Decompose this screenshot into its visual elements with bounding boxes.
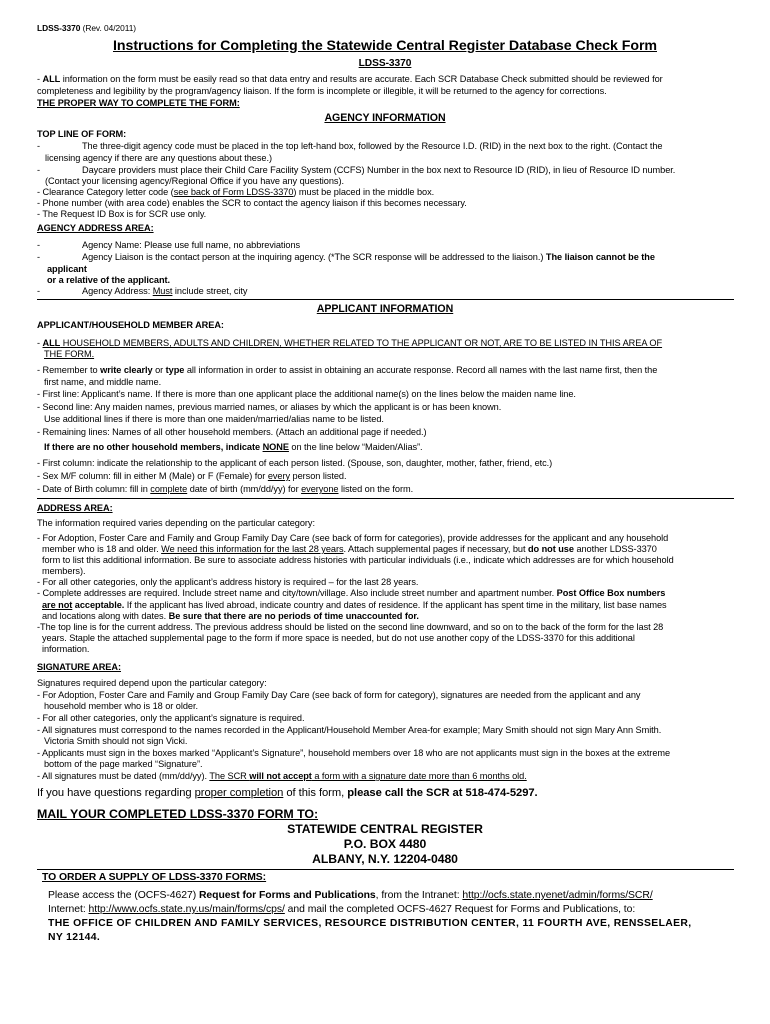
top-line-item-2-cont: (Contact your licensing agency/Regional Office if you have any questions). bbox=[45, 176, 344, 186]
liaison-warning: The liaison cannot be the bbox=[545, 252, 655, 262]
intro-line-2: completeness and legibility by the program/agency liaison. If the form is incomplete or illegible, it will be returned to the agency for corrections. bbox=[37, 86, 607, 96]
signature-item-4: - Applicants must sign in the boxes marked “Applicant’s Signature”, household members over 18 who are not applicants must sign in the boxes at the extreme bbox=[37, 748, 671, 758]
order-line-1 bbox=[48, 889, 653, 902]
signature-intro: Signatures required depend upon the particular category: bbox=[37, 678, 267, 688]
liaison-warning-cont-1: applicant bbox=[47, 264, 87, 274]
top-line-item-1-cont: licensing agency if there are any questions about these.) bbox=[45, 153, 272, 163]
top-line-item-1: The three-digit agency code must be placed in the top left-hand box, followed by the Resource I.D. (RID) in the next box to the right. (Contact the bbox=[82, 141, 663, 151]
agency-liaison-text: Agency Liaison is the contact person at the inquiring agency. (*The SCR response will be addressed to the liaison.) bbox=[82, 252, 546, 262]
top-line-item-2: Daycare providers must place their Child Care Facility System (CCFS) Number in the box next to Resource ID (RID), in lieu of Resource ID number. bbox=[82, 165, 676, 175]
remember-or: or bbox=[152, 365, 166, 375]
agency-address-item-3 bbox=[82, 286, 247, 297]
agency-address-label: Agency Address: bbox=[82, 286, 153, 296]
signature-area-heading: SIGNATURE AREA: bbox=[37, 662, 121, 672]
address-item-3-cont-2 bbox=[42, 611, 419, 622]
must-emphasis: Must bbox=[152, 286, 173, 296]
agency-address-heading: AGENCY ADDRESS AREA: bbox=[37, 223, 154, 233]
page-title: Instructions for Completing the Statewide Central Register Database Check Form bbox=[112, 38, 657, 54]
order-line-3: THE OFFICE OF CHILDREN AND FAMILY SERVICES, RESOURCE DISTRIBUTION CENTER, 11 FOURTH AVE, RENSSELAER, bbox=[48, 918, 692, 929]
internet-label: Internet: bbox=[48, 904, 89, 915]
address-item-1-cont-3: members). bbox=[42, 566, 86, 576]
order-line-2 bbox=[48, 903, 635, 916]
signature-item-2: - For all other categories, only the applicant’s signature is required. bbox=[37, 713, 305, 723]
address-attach-text: . Attach supplemental pages if necessary, but bbox=[343, 544, 528, 554]
questions-pre: If you have questions regarding bbox=[37, 787, 195, 799]
top-line-dash-1: - bbox=[37, 141, 41, 151]
address-item-4-cont: years. Staple the attached supplemental page to the form if more space is needed, but do not use another copy of the LDSS-3370 for this additional bbox=[42, 633, 635, 643]
remaining-lines-instruction: - Remaining lines: Names of all other household members. (Attach an additional page if needed.) bbox=[37, 427, 427, 437]
top-line-heading: TOP LINE OF FORM: bbox=[37, 129, 127, 139]
address-item-4: -The top line is for the current address. The previous address should be listed on the second line downward, and so on to the back of the form for the last 28 bbox=[37, 622, 664, 632]
mail-address-line-1: STATEWIDE CENTRAL REGISTER bbox=[287, 822, 483, 836]
locations-text: and locations along with dates. bbox=[42, 611, 169, 621]
everyone-emphasis: everyone bbox=[301, 484, 339, 494]
liaison-warning-cont-2: or a relative of the applicant. bbox=[47, 275, 171, 285]
address-item-2: - For all other categories, only the applicant’s address history is required – for the last 28 years. bbox=[37, 577, 419, 587]
see-back-of-form-reference: see back of Form LDSS-3370 bbox=[173, 187, 294, 197]
po-box-emphasis: Post Office Box numbers bbox=[556, 588, 666, 598]
address-area-heading: ADDRESS AREA: bbox=[37, 503, 113, 513]
dob-column-instruction bbox=[37, 484, 413, 495]
second-line-instruction-cont: Use additional lines if there is more than one maiden/married/alias name to be listed. bbox=[44, 414, 384, 424]
proper-completion-text: proper completion bbox=[194, 787, 284, 799]
order-heading: TO ORDER A SUPPLY OF LDSS-3370 FORMS: bbox=[42, 872, 267, 883]
agency-address-item-2 bbox=[82, 252, 655, 263]
none-pre: If there are no other household members, indicate bbox=[44, 442, 263, 452]
mail-address-line-3: ALBANY, N.Y. 12204-0480 bbox=[312, 852, 458, 866]
mail-heading: MAIL YOUR COMPLETED LDSS-3370 FORM TO: bbox=[37, 807, 319, 821]
revision-date: (Rev. 04/2011) bbox=[80, 23, 137, 33]
mail-address-line-2: P.O. BOX 4480 bbox=[343, 837, 427, 851]
abroad-text: If the applicant has lived abroad, indicate country and dates of residence. If the applicant has spent time in the military, list base names bbox=[124, 600, 667, 610]
write-clearly: write clearly bbox=[100, 365, 153, 375]
dob-mid: date of birth (mm/dd/yy) for bbox=[187, 484, 302, 494]
top-line-item-4: - Phone number (with area code) enables the SCR to contact the agency liaison if this becomes necessary. bbox=[37, 198, 467, 208]
scr-text: The SCR bbox=[209, 771, 250, 781]
six-months-text: a form with a signature date more than 6 months old. bbox=[311, 771, 527, 781]
do-not-use-emphasis: do not use bbox=[527, 544, 574, 554]
divider bbox=[37, 299, 734, 300]
will-not-accept-emphasis: will not accept bbox=[249, 771, 312, 781]
address-item-3-cont bbox=[42, 600, 667, 611]
top-line-item-3-pre: - Clearance Category letter code ( bbox=[37, 187, 174, 197]
address-intro: The information required varies depending on the particular category: bbox=[37, 518, 315, 528]
address-item-1: - For Adoption, Foster Care and Family and Group Family Day Care (see back of form for categories), provide addresses for the applicant and any household bbox=[37, 533, 669, 543]
sex-column-post: person listed. bbox=[290, 471, 347, 481]
top-line-item-3-post: ) must be placed in the middle box. bbox=[293, 187, 435, 197]
top-line-item-3 bbox=[37, 187, 434, 198]
applicant-info-heading: APPLICANT INFORMATION bbox=[316, 303, 454, 315]
agency-address-dash-3: - bbox=[37, 286, 41, 296]
scr-phone-number: please call the SCR at 518-474-5297. bbox=[347, 787, 538, 799]
signature-item-5 bbox=[37, 771, 527, 782]
first-line-instruction: - First line: Applicant’s name. If there is more than one applicant place the additional name(s) on the lines below the maiden name line. bbox=[37, 389, 576, 399]
top-line-dash-2: - bbox=[37, 165, 41, 175]
agency-address-item-1: Agency Name: Please use full name, no abbreviations bbox=[82, 240, 301, 250]
signature-date-text: - All signatures must be dated (mm/dd/yy). bbox=[37, 771, 210, 781]
agency-address-dash-2: - bbox=[37, 252, 41, 262]
signature-item-1: - For Adoption, Foster Care and Family and Group Family Day Care (see back of form for category), signatures are needed from the applicant and any bbox=[37, 690, 641, 700]
sex-column-pre: - Sex M/F column: fill in either M (Male) or F (Female) for bbox=[37, 471, 268, 481]
proper-way-heading: THE PROPER WAY TO COMPLETE THE FORM: bbox=[37, 98, 240, 108]
no-gaps-emphasis: Be sure that there are no periods of time unaccounted for. bbox=[168, 611, 419, 621]
none-emphasis: NONE bbox=[262, 442, 289, 452]
agency-address-dash-1: - bbox=[37, 240, 41, 250]
remember-pre: - Remember to bbox=[37, 365, 101, 375]
all-members-line-1: - ALL HOUSEHOLD MEMBERS, ADULTS AND CHILDREN, WHETHER RELATED TO THE APPLICANT OR NOT, ARE TO BE LISTED IN THIS AREA OF bbox=[37, 338, 663, 348]
remember-line-cont: first name, and middle name. bbox=[44, 377, 162, 387]
signature-item-1-cont: household member who is 18 or older. bbox=[44, 701, 198, 711]
complete-addresses-text: - Complete addresses are required. Include street name and city/town/village. Also include street number and apartment number. bbox=[37, 588, 557, 598]
divider bbox=[37, 869, 734, 870]
dob-post: listed on the form. bbox=[338, 484, 414, 494]
none-instruction bbox=[44, 442, 423, 453]
complete-emphasis: complete bbox=[150, 484, 188, 494]
signature-item-4-cont: bottom of the page marked “Signature”. bbox=[44, 759, 203, 769]
intro-all: ALL bbox=[42, 74, 61, 84]
divider bbox=[37, 498, 734, 499]
every-emphasis: every bbox=[267, 471, 291, 481]
form-revision-line bbox=[37, 23, 136, 34]
address-item-4-cont-2: information. bbox=[42, 644, 90, 654]
all-members-text: HOUSEHOLD MEMBERS, ADULTS AND CHILDREN, WHETHER RELATED TO THE APPLICANT OR NOT, ARE TO BE LISTED IN THIS AREA OF bbox=[60, 338, 663, 348]
address-item-1-cont-2: form to list this additional information. Be sure to associate address histories with particular individuals (i.e., indicate which addresses are for which household bbox=[42, 555, 674, 565]
internet-link[interactable]: http://www.ocfs.state.ny.us/main/forms/cps/ bbox=[88, 904, 285, 915]
questions-line bbox=[37, 787, 538, 800]
remember-line bbox=[37, 365, 657, 376]
all-emphasis: ALL bbox=[42, 338, 61, 348]
request-forms-title: Request for Forms and Publications bbox=[198, 890, 376, 901]
agency-address-post: include street, city bbox=[172, 286, 248, 296]
intro-text-1: information on the form must be easily read so that data entry and results are accurate. Each SCR Database Check submitted should be reviewed for bbox=[60, 74, 663, 84]
second-line-instruction: - Second line: Any maiden names, previous married names, or aliases by which the applicant is or has been known. bbox=[37, 402, 502, 412]
intranet-label: , from the Intranet: bbox=[375, 890, 463, 901]
address-item-3 bbox=[37, 588, 665, 599]
type-emphasis: type bbox=[165, 365, 185, 375]
are-not-emphasis: are not bbox=[42, 600, 73, 610]
form-id: LDSS-3370 bbox=[37, 23, 81, 33]
first-column-instruction: - First column: indicate the relationship to the applicant of each person listed. (Spouse, son, daughter, mother, father, friend, etc.) bbox=[37, 458, 553, 468]
intro-line-1: - ALL information on the form must be easily read so that data entry and results are accurate. Each SCR Database Check submitted should be reviewed for bbox=[37, 74, 663, 84]
address-age-text: member who is 18 and older. bbox=[42, 544, 162, 554]
order-access-text: Please access the (OCFS-4627) bbox=[48, 890, 199, 901]
none-post: on the line below “Maiden/Alias”. bbox=[288, 442, 423, 452]
address-item-1-cont bbox=[42, 544, 657, 555]
questions-mid: of this form, bbox=[283, 787, 348, 799]
agency-info-heading: AGENCY INFORMATION bbox=[324, 112, 446, 124]
page-subtitle: LDSS-3370 bbox=[358, 58, 412, 69]
intranet-link[interactable]: http://ocfs.state.nyenet/admin/forms/SCR/ bbox=[462, 890, 653, 901]
order-line-4: NY 12144. bbox=[48, 932, 101, 943]
top-line-item-5: - The Request ID Box is for SCR use only. bbox=[37, 209, 207, 219]
dob-pre: - Date of Birth column: fill in bbox=[37, 484, 151, 494]
acceptable-emphasis: acceptable. bbox=[72, 600, 125, 610]
28-years-emphasis: We need this information for the last 28 years bbox=[161, 544, 344, 554]
remember-post: all information in order to assist in obtaining an accurate response. Record all names with the last name first, then the bbox=[184, 365, 658, 375]
sex-column-instruction bbox=[37, 471, 347, 482]
order-mail-text: and mail the completed OCFS-4627 Request for Forms and Publications, to: bbox=[284, 904, 636, 915]
household-member-heading: APPLICANT/HOUSEHOLD MEMBER AREA: bbox=[37, 320, 224, 330]
signature-item-3-cont: Victoria Smith should not sign Vicki. bbox=[44, 736, 188, 746]
address-form-ref: another LDSS-3370 bbox=[573, 544, 657, 554]
all-members-line-2: THE FORM. bbox=[44, 349, 95, 359]
signature-item-3: - All signatures must correspond to the names recorded in the Applicant/Household Member Area-for example; Mary Smith should not sign Mary Ann Smith. bbox=[37, 725, 662, 735]
